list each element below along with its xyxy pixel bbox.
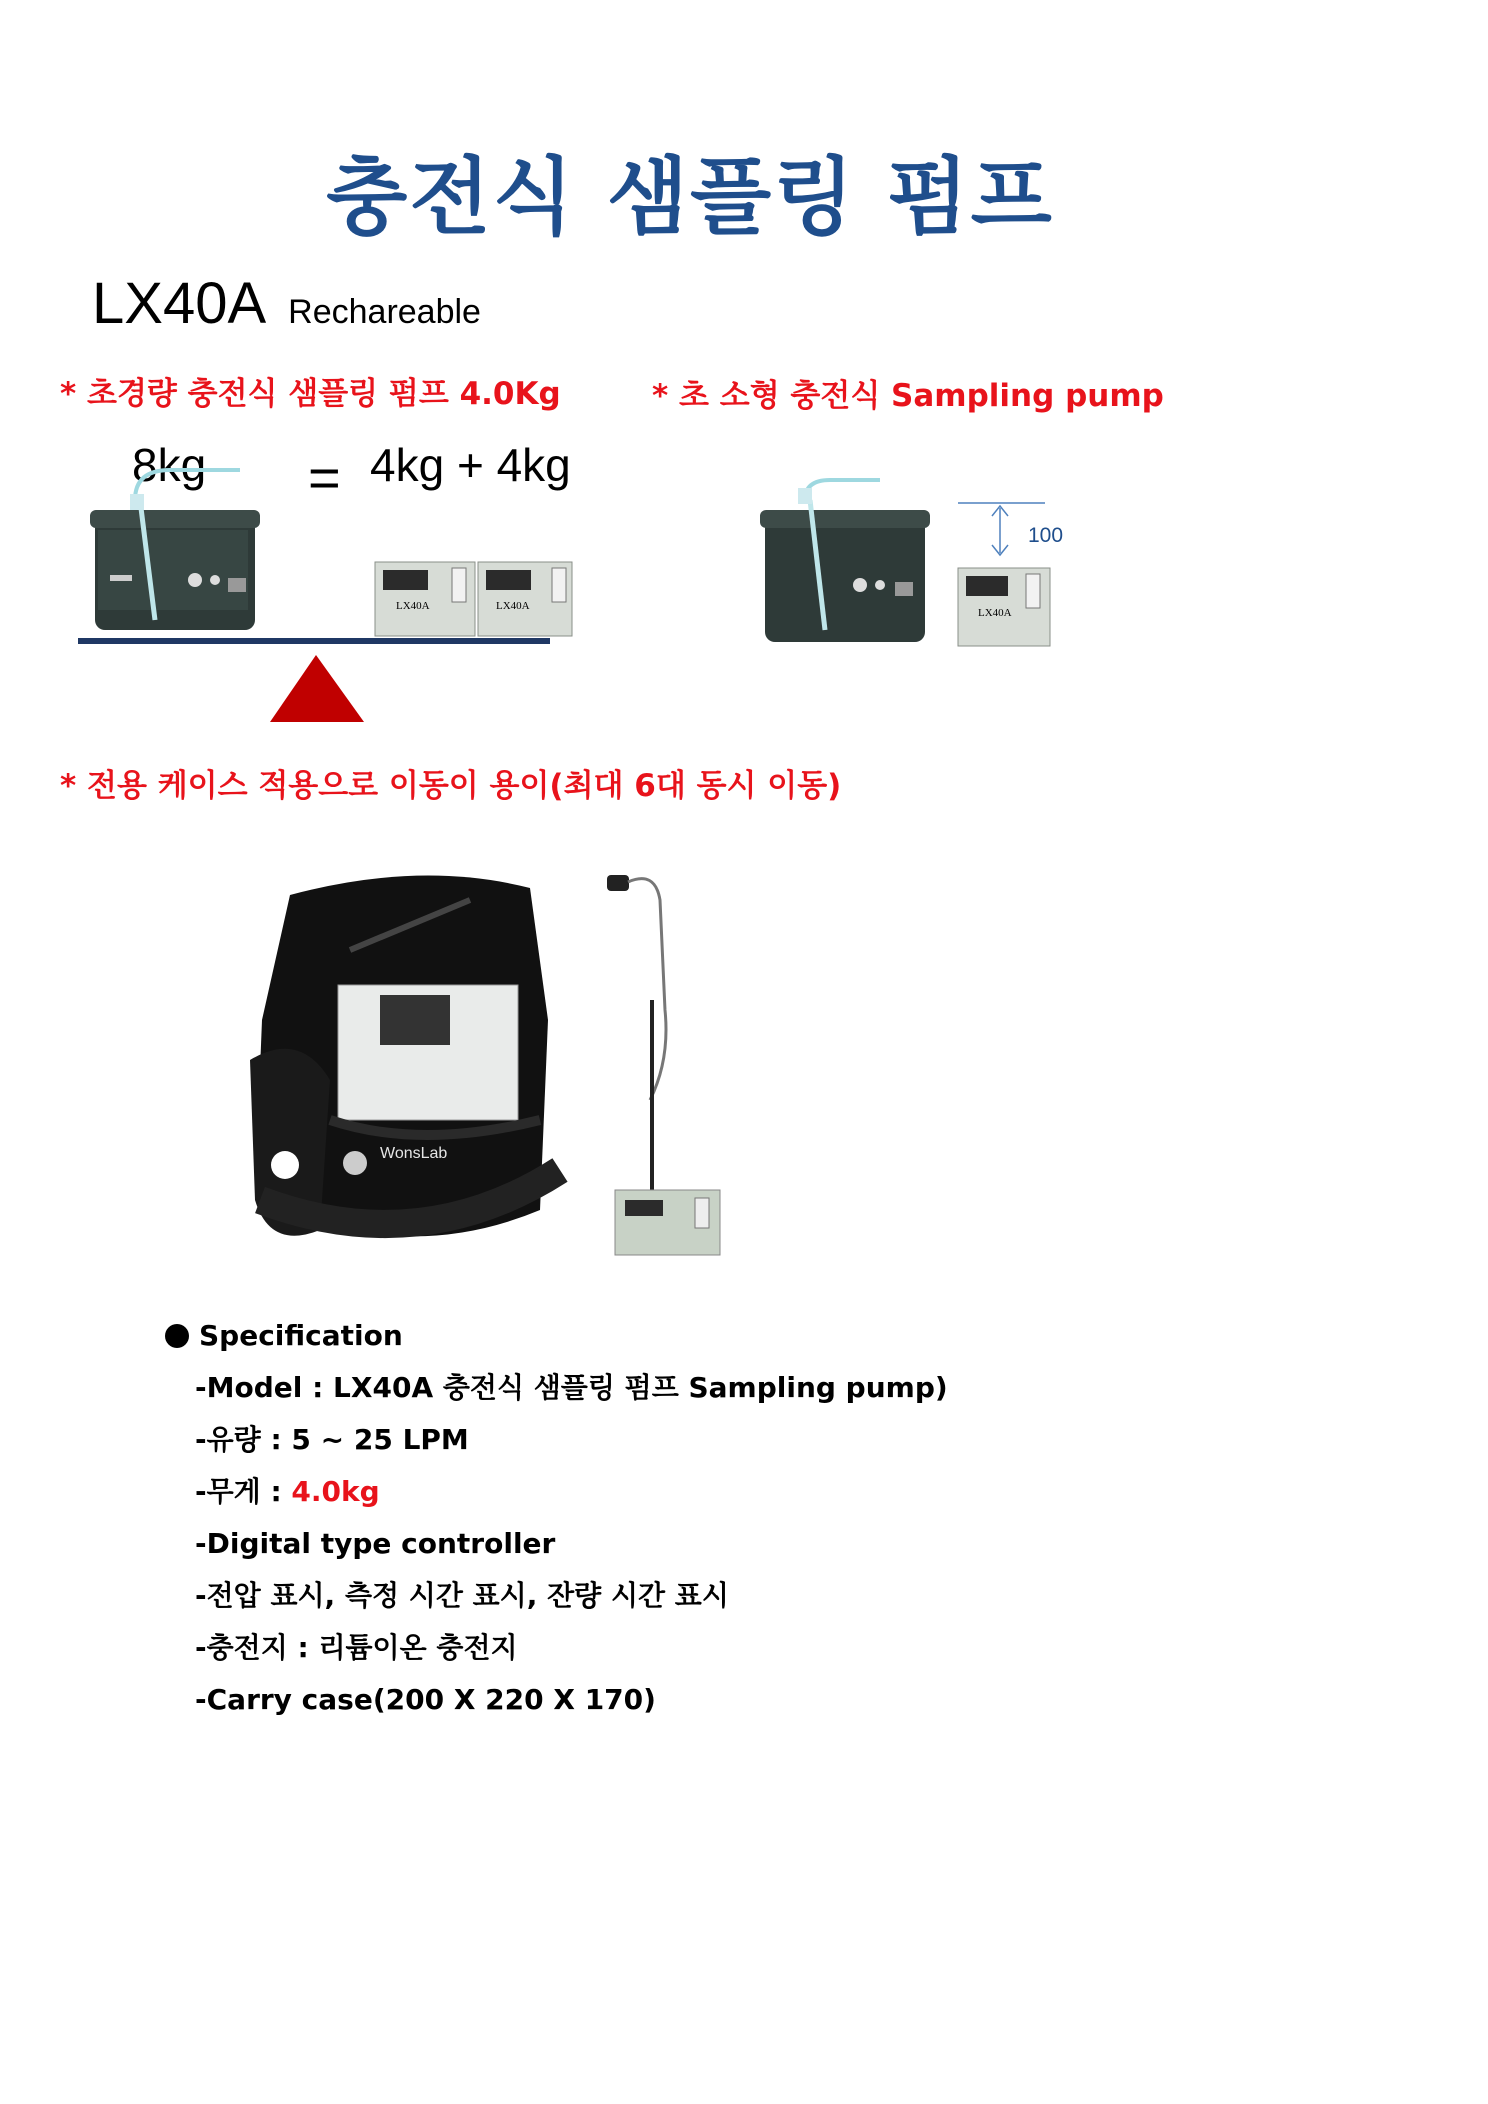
- spec-item-label: -무게 :: [195, 1475, 292, 1508]
- highlight-compact: * 초 소형 충전식 Sampling pump: [652, 378, 1164, 414]
- right-weight: 4kg + 4kg: [370, 439, 571, 491]
- spec-item: [165, 1475, 948, 1530]
- dimension-value: 100: [1028, 524, 1064, 547]
- highlight-carry-case: * 전용 케이스 적용으로 이동이 용이(최대 6대 동시 이동): [60, 768, 842, 804]
- unit-label-2: LX40A: [496, 600, 530, 612]
- equals-sign: =: [308, 446, 341, 509]
- left-weight: 8kg: [132, 439, 207, 491]
- spec-item-value: 4.0kg: [291, 1475, 380, 1508]
- unit-label-1: LX40A: [396, 600, 430, 612]
- unit-label-3: LX40A: [978, 607, 1012, 619]
- carry-bag-icon: [250, 876, 560, 1237]
- stand-pump-icon: [607, 875, 720, 1255]
- spec-item: -전압 표시, 측정 시간 표시, 잔량 시간 표시: [195, 1579, 729, 1612]
- highlight-lightweight: * 초경량 충전식 샘플링 펌프 4.0Kg: [60, 376, 561, 412]
- specification-block: [165, 1319, 948, 1738]
- spec-item: -Model : LX40A 충전식 샘플링 펌프 Sampling pump): [195, 1371, 948, 1404]
- spec-item: -유량 : 5 ~ 25 LPM: [195, 1423, 469, 1456]
- spec-item: -충전지 : 리튬이온 충전지: [195, 1631, 518, 1664]
- model-subtitle: Rechareable: [288, 293, 481, 331]
- bullet-icon: [165, 1324, 189, 1348]
- page-title: 충전식 샘플링 펌프: [326, 148, 1054, 246]
- spec-heading-row: [165, 1319, 948, 1374]
- case-logo-text: WonsLab: [380, 1145, 448, 1162]
- model-name: LX40A: [92, 271, 267, 336]
- spec-heading: Specification: [199, 1319, 403, 1352]
- spec-item: -Digital type controller: [195, 1527, 556, 1560]
- spec-item: -Carry case(200 X 220 X 170): [195, 1683, 656, 1716]
